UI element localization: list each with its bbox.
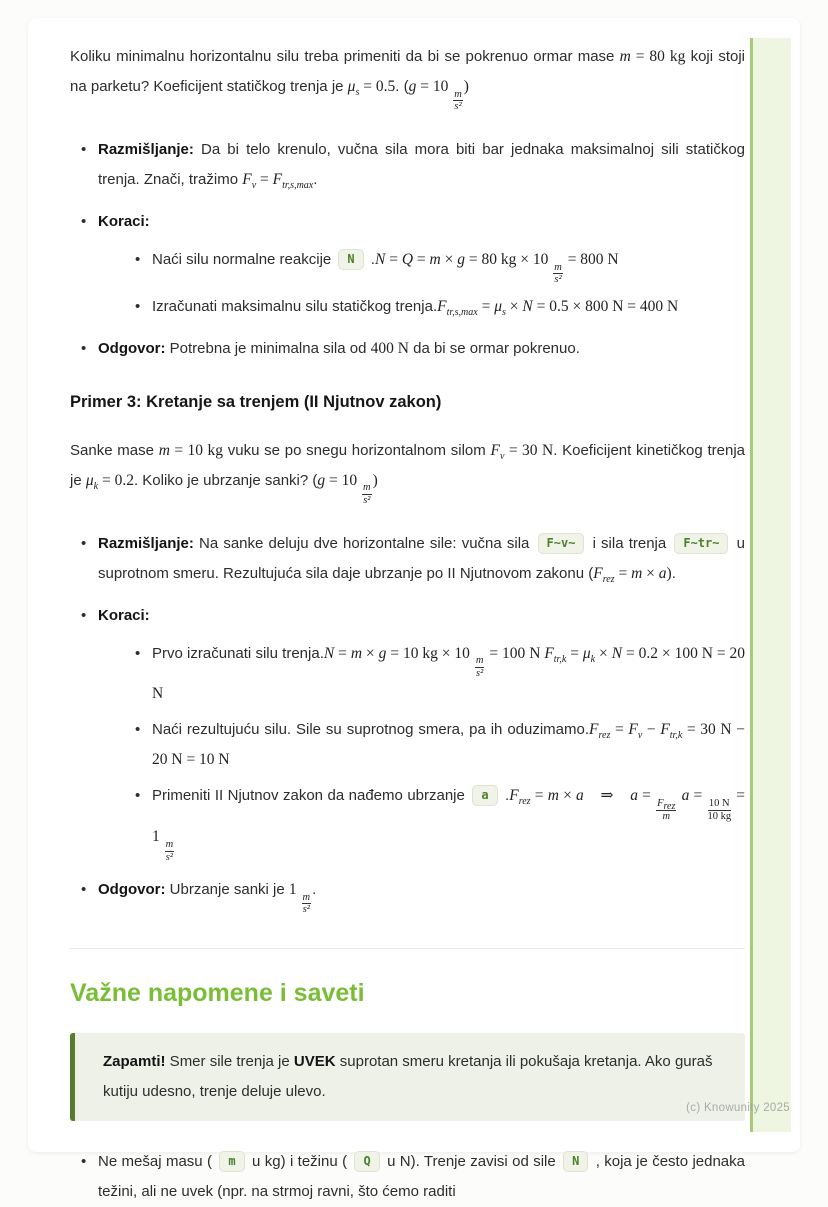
math-fraction: $\frac{m}{\text{s²}}$ xyxy=(302,891,311,916)
document-page xyxy=(28,18,800,1201)
math-expression: g = 10 $\frac{m}{\text{s²}}$ ) xyxy=(408,78,469,113)
math-fraction: $\frac{m}{\text{s²}}$ xyxy=(454,88,462,113)
answer-bullet: • Odgovor: Potrebna je minimalna sila od 400 N da bi se ormar pokrenuo. xyxy=(98,334,745,364)
math-expression: $F_{rez} = m \times a$) xyxy=(593,564,672,585)
math-fraction: $\frac{m}{\text{s²}}$ xyxy=(363,482,371,507)
step-item: • Primeniti II Njutnov zakon da nađemo ubrzanje a $.F_{rez} = m \times a$ ⇒ a = $\frac{F_{rez}}{m}$ a = $\frac{10 N}{10 kg}$ = 1 $\frac{m}{\text{s²}}$ xyxy=(152,781,745,863)
math-expression: 400 N xyxy=(370,339,409,357)
steps-bullet xyxy=(98,601,745,864)
math-expression: $F_{rez} = F_v - F_{tr,k} = 30$ N − 20 N = 10 N xyxy=(152,721,745,769)
problem-2-statement: Koliku minimalnu horizontalnu silu treba primeniti da bi se pokrenuo ormar mase m = 80 kg koji stoji na parketu? Koeficijent statičkog trenja je $\mu_s = 0.5$. (g = 10 $\frac{m}{\text{s²}}$ ) xyxy=(70,48,745,113)
inline-code-badge: m xyxy=(219,1151,244,1172)
inline-code-badge: Q xyxy=(354,1151,379,1172)
page-content xyxy=(28,18,800,1201)
math-expression: $F_{rez} = m \times a$ ⇒ a = $\frac{F_{rez}}{m}$ a = $\frac{10 N}{10 kg}$ = 1 $\frac{m}{\text{s²}}$ xyxy=(152,787,746,863)
remember-callout: Zapamti! Smer sile trenja je UVEK suprotan smeru kretanja ili pokušaja kretanja. Ako guraš kutiju udesno, trenje deluje ulevo. xyxy=(70,1033,745,1121)
answer-bullet: • Odgovor: Ubrzanje sanki je 1 $\frac{m}{\text{s²}}$ . xyxy=(98,875,745,916)
thinking-bullet: • Razmišljanje: Da bi telo krenulo, vučna sila mora biti bar jednaka maksimalnoj sili statičkog trenja. Znači, tražimo $F_v = F_{tr,s,max}$. xyxy=(98,135,745,195)
solution-list xyxy=(70,529,745,916)
math-fraction: $\frac{m}{\text{s²}}$ xyxy=(165,839,174,863)
math-expression: $\mu_k = 0.2$ xyxy=(85,471,134,492)
math-expression: 1 $\frac{m}{\text{s²}}$ xyxy=(288,881,311,916)
thinking-bullet: • Razmišljanje: Na sanke deluju dve horizontalne sile: vučna sila F~v~ i sila trenja F~tr~ u suprotnom smeru. Rezultujuća sila daje ubrzanje po II Njutnovom zakonu $(F_{rez} = m \times a)$. xyxy=(98,529,745,589)
math-expression: $\mu_s = 0.5$ xyxy=(347,78,396,99)
step-item: • Naći silu normalne reakcije N .N = Q = m × g = 80 kg × 10 $\frac{m}{\text{s²}}$ = 800 N xyxy=(152,245,745,286)
inline-code-badge: F~v~ xyxy=(538,533,585,554)
solution-list xyxy=(70,135,745,364)
watermark: (c) Knowunity 2025 xyxy=(686,1102,790,1114)
notes-section-heading: Važne napomene i saveti xyxy=(70,979,365,1008)
steps-sublist xyxy=(98,639,745,864)
step-item: • Izračunati maksimalnu silu statičkog $trenja.F_{tr,s,max} = \mu_s \times N = 0.5 \times 800$ N = 400 N xyxy=(152,292,745,322)
steps-sublist xyxy=(98,245,745,322)
math-expression: N = Q = m × g = 80 kg × 10 $\frac{m}{\text{s²}}$ = 800 N xyxy=(374,250,619,286)
math-expression: m = 10 kg xyxy=(158,441,223,459)
example-3-heading: Primer 3: Kretanje sa trenjem (II Njutnov zakon) xyxy=(70,392,442,411)
inline-code-badge: N xyxy=(563,1151,588,1172)
scrollbar-thumb[interactable] xyxy=(750,38,791,1132)
math-fraction: $\frac{m}{\text{s²}}$ xyxy=(475,655,484,679)
math-expression: $F_v = 30$ N xyxy=(490,441,554,462)
notes-list xyxy=(70,1147,745,1207)
steps-label: Koraci: xyxy=(98,212,150,230)
math-expression: N = m × g = 10 kg × 10 $\frac{m}{\text{s²}}$ = 100 N $F_{tr,k} = \mu_k \times N = 0.2 \times 100$ N = 20 N xyxy=(152,644,746,703)
inline-code-badge: F~tr~ xyxy=(674,533,728,554)
step-item: • Prvo izračunati silu trenja.N = m × g = 10 kg × 10 $\frac{m}{\text{s²}}$ = 100 N $F_{tr,k} = \mu_k \times N = 0.2 \times 100$ N = 20 N xyxy=(152,639,745,710)
problem-3-statement: Sanke mase m = 10 kg vuku se po snegu horizontalnom silom $F_v = 30$ N. Koeficijent kinetičkog trenja je $\mu_k = 0.2$. Koliko je ubrzanje sanki? (g = 10 $\frac{m}{\text{s²}}$ ) xyxy=(70,441,746,507)
math-expression: g = 10 $\frac{m}{\text{s²}}$ ) xyxy=(317,471,378,507)
section-divider xyxy=(70,948,745,949)
math-fraction: $\frac{10 N}{10 kg}$ xyxy=(707,798,732,822)
steps-label: Koraci: xyxy=(98,606,150,624)
math-fraction: $\frac{F_{rez}}{m}$ xyxy=(657,798,676,822)
math-fraction: $\frac{m}{\text{s²}}$ xyxy=(554,261,562,286)
math-expression: $F_{tr,s,max} = \mu_s \times N = 0.5 \times 800$ N = 400 N xyxy=(437,297,679,318)
note-item: • Ne mešaj masu ( m u kg) i težinu ( Q u N). Trenje zavisi od sile N , koja je često jednaka težini, ali ne uvek (npr. na strmoj ravni, što ćemo raditi xyxy=(98,1147,745,1207)
steps-bullet xyxy=(98,207,745,322)
math-expression: $F_v = F_{tr,s,max}$ xyxy=(242,170,314,191)
inline-code-badge: a xyxy=(472,785,497,806)
step-item: • Naći rezultujuću silu. Sile su suprotnog smera, pa ih $oduzimamo.F_{rez} = F_v - F_{tr,k} = 30$ N − 20 N = 10 N xyxy=(152,715,745,775)
inline-code-badge: N xyxy=(338,249,363,270)
math-expression: m = 80 kg xyxy=(619,48,686,65)
